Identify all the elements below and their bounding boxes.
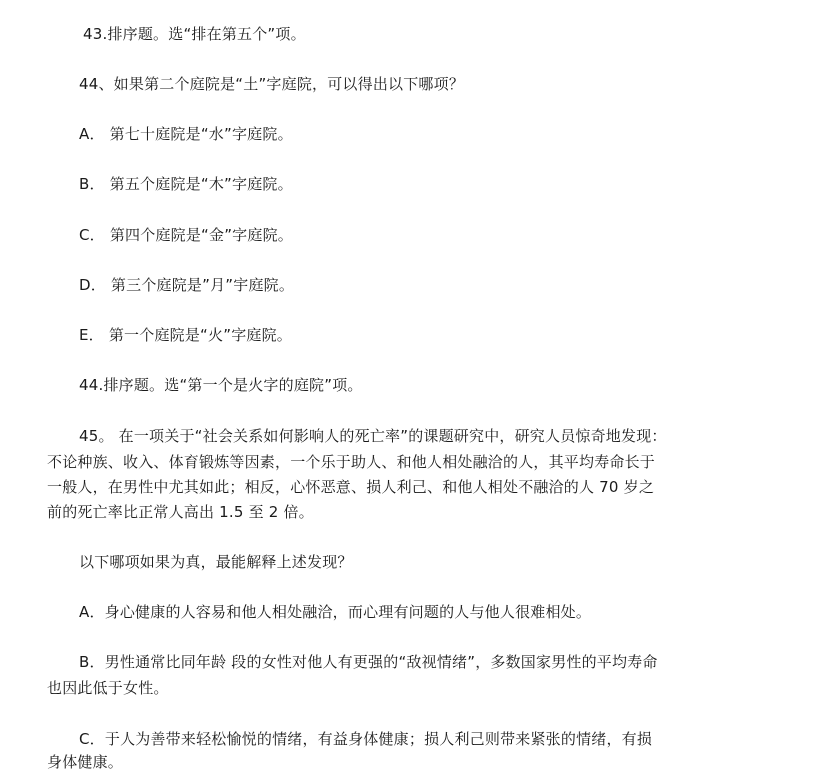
q44-answer: 44.排序题。选“第一个是火字的庭院”项。 <box>79 376 363 394</box>
q44-stem: 44、如果第二个庭院是“土”字庭院，可以得出以下哪项？ <box>79 75 465 93</box>
q45-stem-line: 45。 在一项关于“社会关系如何影响人的死亡率”的课题研究中，研究人员惊奇地发现： <box>79 427 667 445</box>
q44-option-d: D． 第三个庭院是”月”宇庭院。 <box>79 276 295 294</box>
q45-question: 以下哪项如果为真，最能解释上述发现？ <box>79 553 353 571</box>
q44-option-e: E． 第一个庭院是“火”字庭院。 <box>79 326 292 344</box>
q45-stem-line: 前的死亡率比正常人高出 1.5 至 2 倍。 <box>47 503 314 521</box>
q45-option-c-line: C．于人为善带来轻松愉悦的情绪，有益身体健康；损人利己则带来紧张的情绪，有损 <box>79 730 653 748</box>
q44-option-b: B． 第五个庭院是“木”字庭院。 <box>79 175 293 193</box>
q45-option-a: A．身心健康的人容易和他人相处融洽，而心理有问题的人与他人很难相处。 <box>79 603 592 621</box>
q45-stem-line: 不论种族、收入、体育锻炼等因素，一个乐于助人、和他人相处融洽的人，其平均寿命长于 <box>47 453 656 471</box>
q44-option-a: A． 第七十庭院是“水”字庭院。 <box>79 125 293 143</box>
q45-option-b-line: 也因此低于女性。 <box>47 679 169 697</box>
q45-option-c-line: 身体健康。 <box>47 753 124 771</box>
q43-answer: 43.排序题。选“排在第五个”项。 <box>83 25 306 43</box>
q44-option-c: C． 第四个庭院是“金”字庭院。 <box>79 226 293 244</box>
q45-option-b-line: B．男性通常比同年龄 段的女性对他人有更强的“敌视情绪”，多数国家男性的平均寿命 <box>79 653 658 671</box>
q45-stem-line: 一般人，在男性中尤其如此；相反，心怀恶意、损人利己、和他人相处不融洽的人 70 岁之 <box>47 478 655 496</box>
